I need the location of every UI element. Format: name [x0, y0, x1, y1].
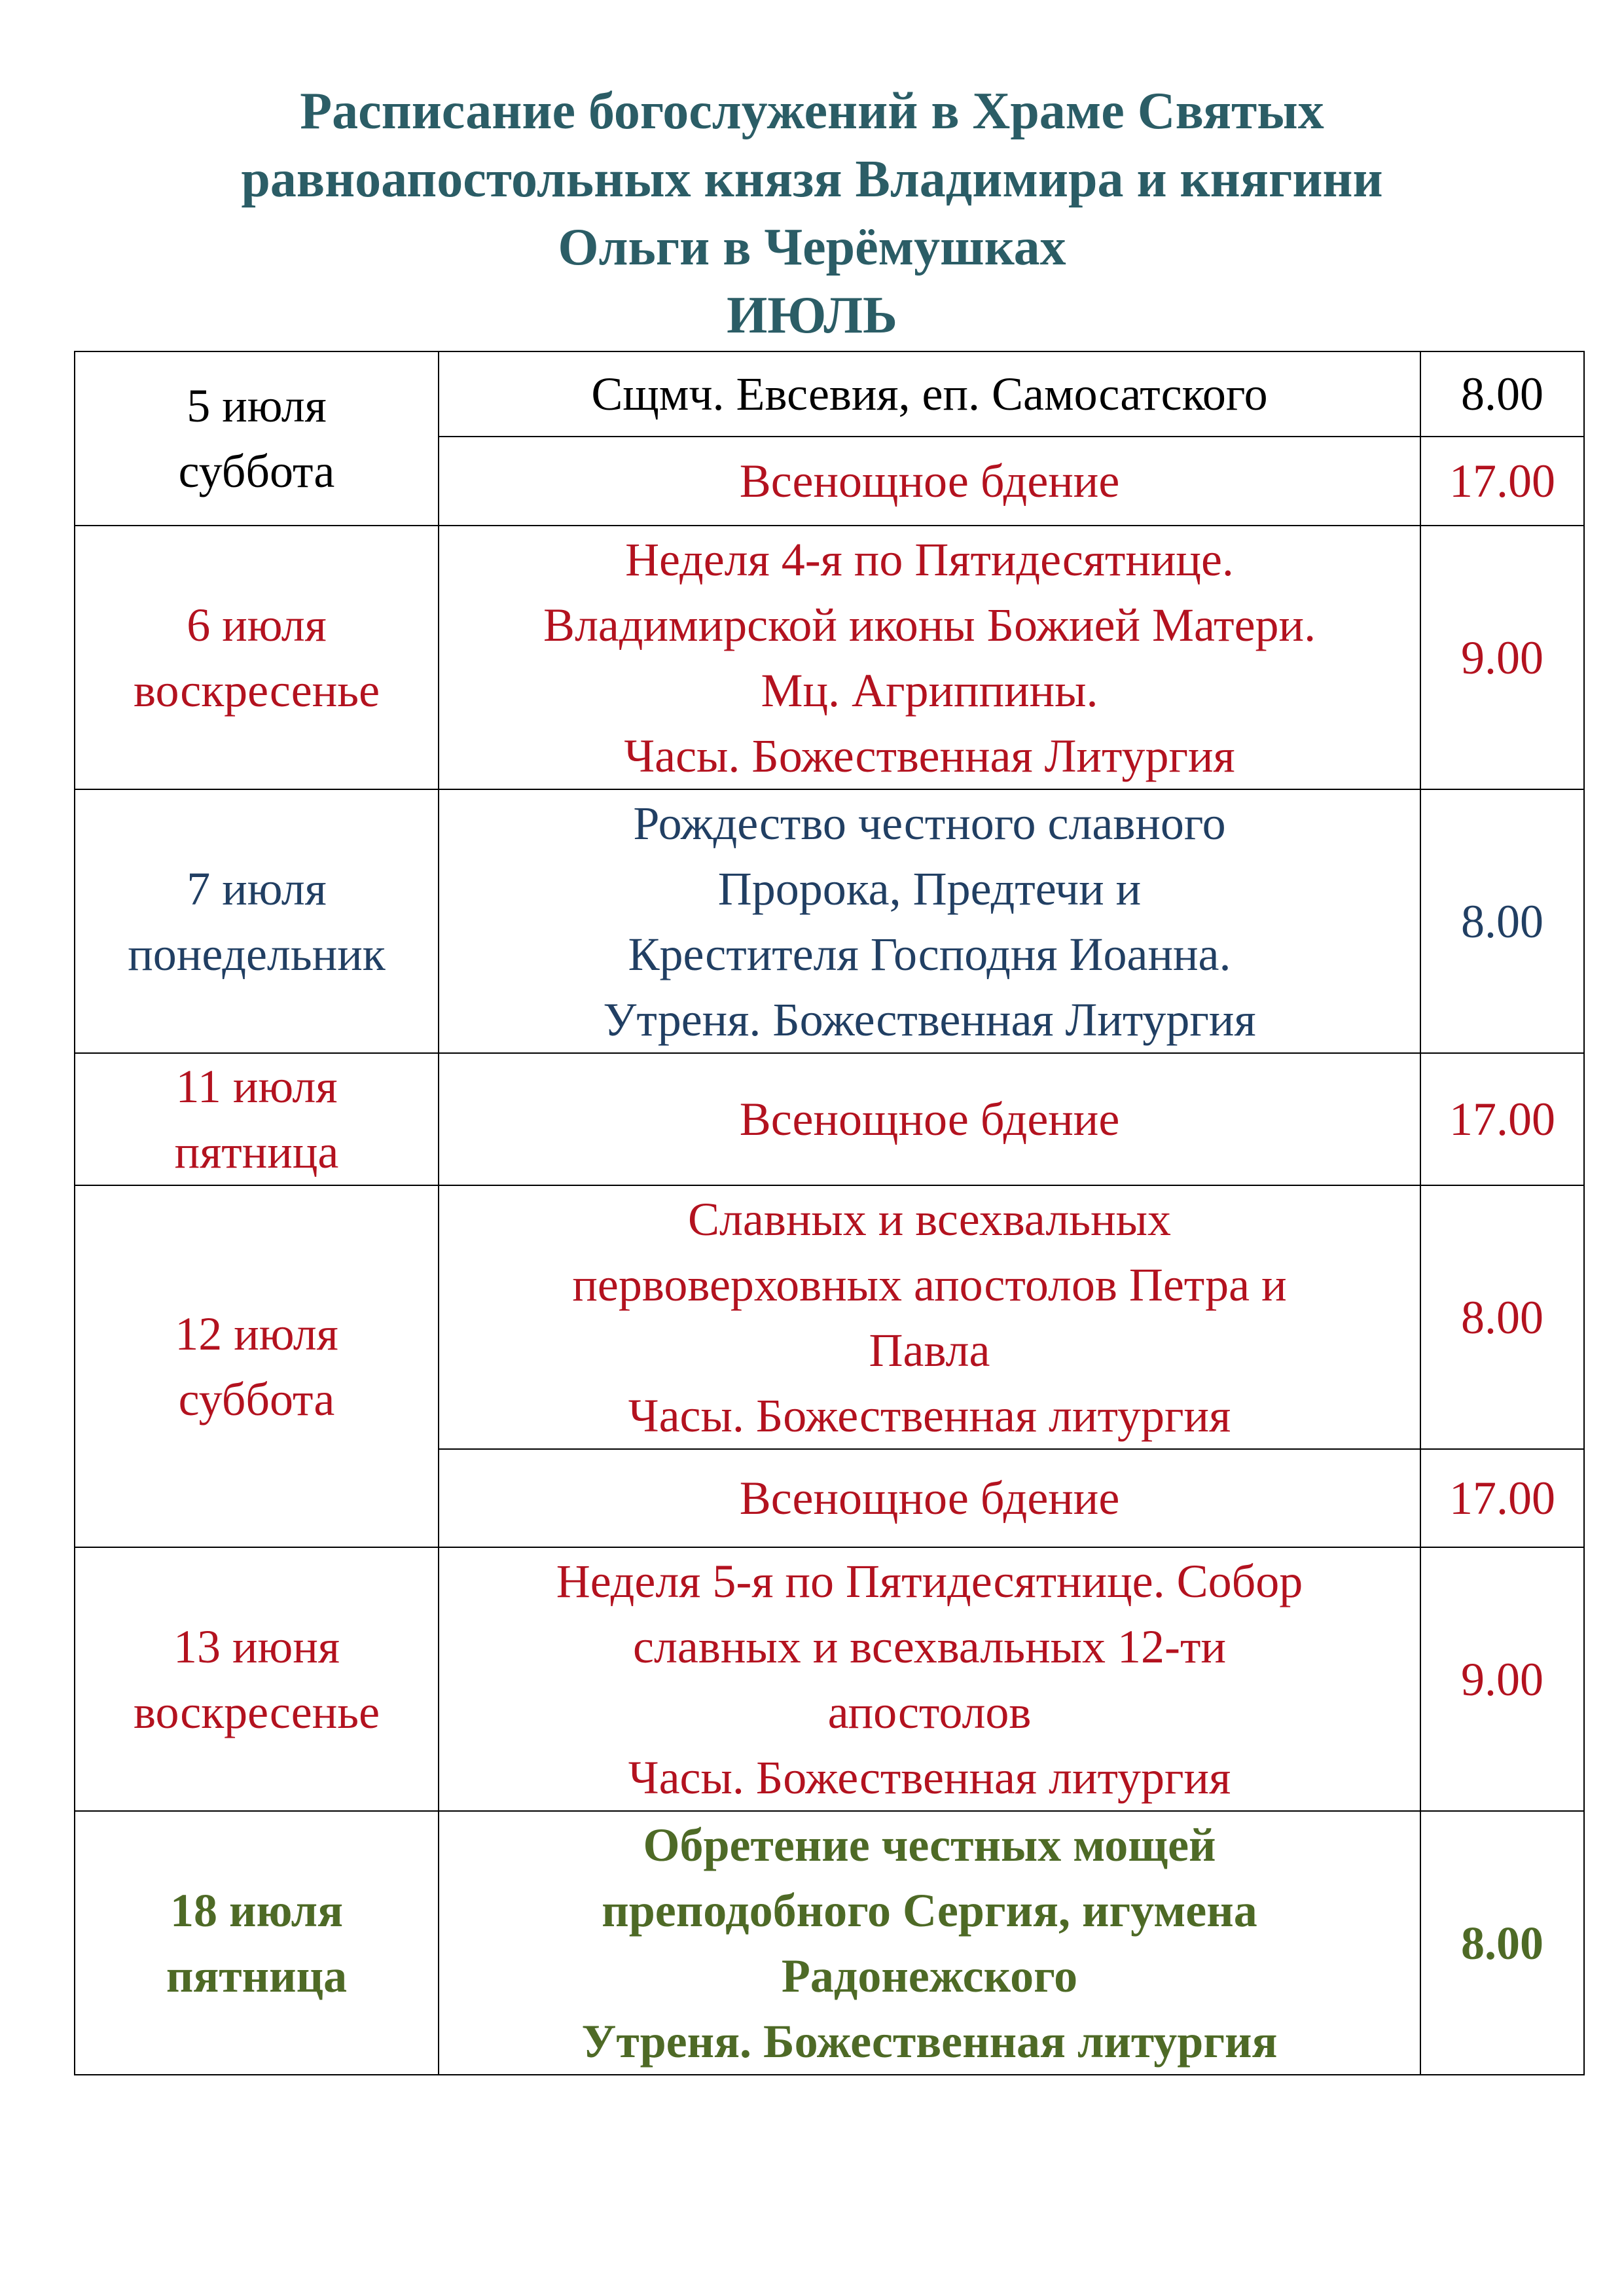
weekday-label: воскресенье	[133, 1685, 380, 1738]
date-label: 7 июля	[187, 862, 327, 915]
time-cell: 8.00	[1420, 1811, 1584, 2075]
service-cell	[439, 1811, 1420, 2075]
page-title	[0, 77, 1624, 350]
date-label: 6 июля	[187, 598, 327, 651]
date-cell	[75, 1547, 439, 1811]
service-line: Неделя 4-я по Пятидесятнице.	[625, 533, 1234, 586]
service-line: Крестителя Господня Иоанна.	[628, 927, 1231, 980]
service-cell	[439, 351, 1420, 437]
date-label: 11 июля	[175, 1060, 338, 1113]
service-line: Славных и всехвальных	[687, 1193, 1172, 1246]
date-label: 5 июля	[187, 380, 327, 432]
table-row	[75, 526, 1584, 789]
weekday-label: суббота	[178, 1372, 335, 1426]
service-cell	[439, 1547, 1420, 1811]
table-row	[75, 351, 1584, 437]
service-line: Часы. Божественная Литургия	[624, 729, 1235, 782]
title-line: Расписание богослужений в Храме Святых	[300, 82, 1324, 140]
service-line: Радонежского	[781, 1949, 1078, 2002]
time-cell: 17.00	[1420, 437, 1584, 526]
date-cell	[75, 351, 439, 526]
service-line: Обретение честных мощей	[643, 1818, 1216, 1871]
service-cell	[439, 1185, 1420, 1449]
time-cell: 8.00	[1420, 351, 1584, 437]
service-line: Пророка, Предтечи и	[717, 862, 1142, 915]
title-month: ИЮЛЬ	[727, 287, 897, 344]
weekday-label: воскресенье	[133, 664, 380, 717]
time-cell: 9.00	[1420, 526, 1584, 789]
time-cell: 17.00	[1420, 1053, 1584, 1185]
service-line: Рождество честного славного	[633, 797, 1226, 850]
weekday-label: понедельник	[128, 927, 386, 980]
time-cell: 8.00	[1420, 789, 1584, 1053]
service-line: Утреня. Божественная Литургия	[603, 993, 1256, 1046]
service-cell	[439, 1449, 1420, 1547]
service-line: апостолов	[827, 1685, 1032, 1738]
time-cell: 8.00	[1420, 1185, 1584, 1449]
service-line: Сщмч. Евсевия, еп. Самосатского	[591, 368, 1268, 420]
service-cell	[439, 526, 1420, 789]
service-cell	[439, 437, 1420, 526]
date-cell	[75, 1811, 439, 2075]
service-line: Всенощное бдение	[739, 1472, 1120, 1524]
service-line: Часы. Божественная литургия	[628, 1389, 1231, 1442]
service-line: Всенощное бдение	[739, 1093, 1120, 1145]
service-line: Владимирской иконы Божией Матери.	[543, 598, 1316, 651]
service-cell	[439, 1053, 1420, 1185]
service-line: преподобного Сергия, игумена	[602, 1884, 1257, 1937]
service-line: славных и всехвальных 12-ти	[633, 1620, 1226, 1673]
time-cell: 9.00	[1420, 1547, 1584, 1811]
date-cell	[75, 1185, 439, 1547]
date-cell	[75, 526, 439, 789]
date-label: 12 июля	[175, 1307, 338, 1360]
table-row	[75, 1811, 1584, 2075]
weekday-label: пятница	[174, 1126, 339, 1178]
table-row	[75, 1547, 1584, 1811]
service-line: первоверховных апостолов Петра и	[572, 1258, 1287, 1311]
service-line: Часы. Божественная литургия	[628, 1751, 1231, 1804]
title-line: Ольги в Черёмушках	[558, 219, 1066, 276]
date-cell	[75, 1053, 439, 1185]
date-cell	[75, 789, 439, 1053]
service-line: Утреня. Божественная литургия	[581, 2015, 1278, 2068]
table-row	[75, 1185, 1584, 1449]
weekday-label: пятница	[166, 1949, 348, 2002]
service-line: Павла	[869, 1323, 990, 1376]
schedule-table	[74, 351, 1585, 2075]
table-row	[75, 789, 1584, 1053]
date-label: 18 июля	[170, 1884, 344, 1937]
title-line: равноапостольных князя Владимира и княгини	[241, 151, 1383, 208]
date-label: 13 июня	[173, 1620, 340, 1673]
service-line: Мц. Агриппины.	[761, 664, 1098, 717]
weekday-label: суббота	[178, 445, 335, 497]
table-row	[75, 1053, 1584, 1185]
time-cell: 17.00	[1420, 1449, 1584, 1547]
service-line: Всенощное бдение	[739, 455, 1120, 507]
service-line: Неделя 5-я по Пятидесятнице. Собор	[556, 1554, 1303, 1607]
service-cell	[439, 789, 1420, 1053]
